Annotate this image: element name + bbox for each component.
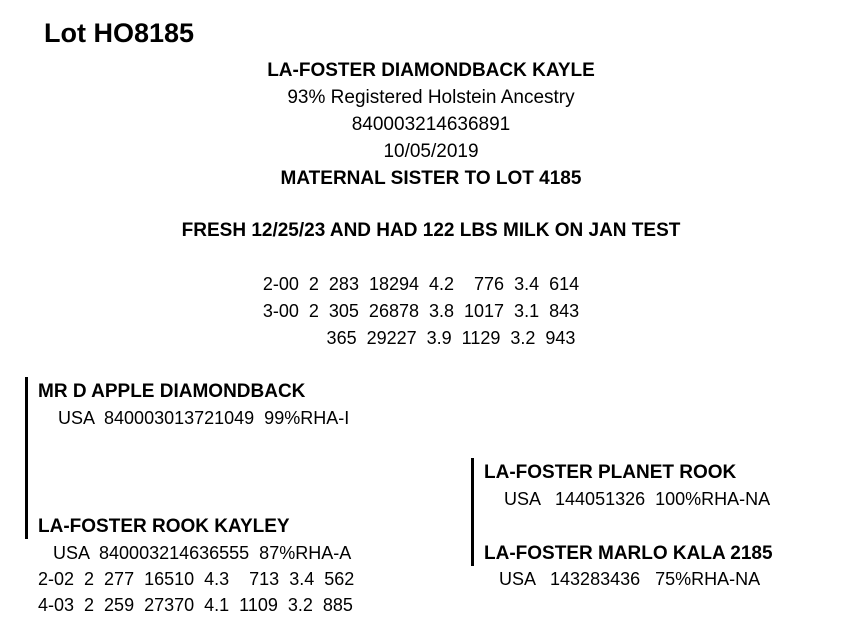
dam-record-2: 4-03 2 259 27370 4.1 1109 3.2 885 bbox=[38, 595, 353, 615]
dam-name: LA-FOSTER ROOK KAYLEY bbox=[38, 516, 290, 537]
dam-dam-name: LA-FOSTER MARLO KALA 2185 bbox=[484, 543, 773, 564]
pedigree-bracket-right bbox=[471, 458, 474, 566]
dam-registration: USA 840003214636555 87%RHA-A bbox=[53, 543, 352, 563]
dam-dam-registration: USA 143283436 75%RHA-NA bbox=[499, 569, 761, 589]
sire-registration: USA 840003013721049 99%RHA-I bbox=[58, 408, 350, 428]
dam-sire-registration: USA 144051326 100%RHA-NA bbox=[504, 489, 771, 509]
animal-name: LA-FOSTER DIAMONDBACK KAYLE bbox=[267, 60, 595, 81]
dam-sire-name: LA-FOSTER PLANET ROOK bbox=[484, 462, 737, 483]
lot-number: Lot HO8185 bbox=[44, 18, 195, 48]
production-record-2: 3-00 2 305 26878 3.8 1017 3.1 843 bbox=[262, 301, 580, 321]
sire-name: MR D APPLE DIAMONDBACK bbox=[38, 381, 306, 402]
fresh-note: FRESH 12/25/23 AND HAD 122 LBS MILK ON JAN TEST bbox=[181, 220, 681, 241]
production-record-3: 365 29227 3.9 1129 3.2 943 bbox=[266, 328, 576, 348]
maternal-sister-note: MATERNAL SISTER TO LOT 4185 bbox=[280, 168, 582, 189]
production-record-1: 2-00 2 283 18294 4.2 776 3.4 614 bbox=[262, 274, 580, 294]
animal-id: 840003214636891 bbox=[351, 114, 511, 135]
dam-record-1: 2-02 2 277 16510 4.3 713 3.4 562 bbox=[38, 569, 355, 589]
pedigree-bracket-left bbox=[25, 377, 28, 539]
animal-ancestry: 93% Registered Holstein Ancestry bbox=[287, 87, 575, 108]
animal-birthdate: 10/05/2019 bbox=[383, 141, 479, 162]
